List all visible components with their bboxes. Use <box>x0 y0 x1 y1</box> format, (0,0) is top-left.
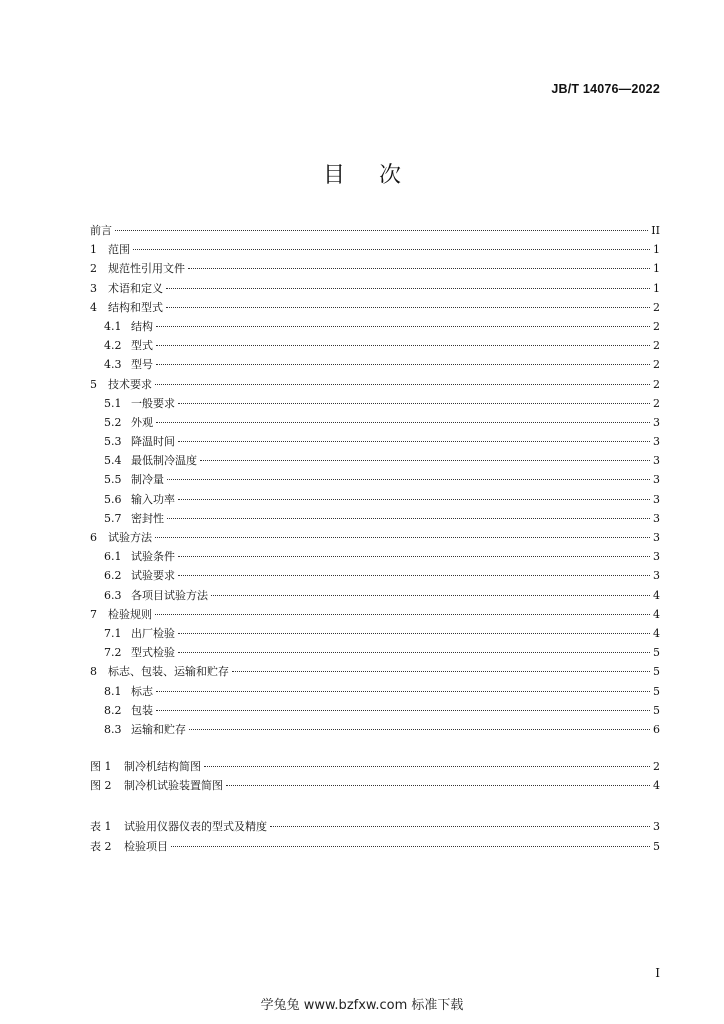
toc-entry-page: 2 <box>653 760 660 774</box>
toc-entry-label: 包装 <box>131 703 153 717</box>
toc-entry-number: 6 <box>90 531 97 544</box>
toc-leader-dots <box>155 537 650 538</box>
footer-watermark: 学兔兔 www.bzfxw.com 标准下载 <box>260 998 464 1013</box>
toc-leader-dots <box>178 556 650 557</box>
toc-entry[interactable] <box>90 260 660 279</box>
toc-leader-dots <box>232 671 650 672</box>
toc-entry[interactable] <box>90 683 660 702</box>
toc-entry-label: 标志、包装、运输和贮存 <box>108 665 229 679</box>
toc-entry-label: 出厂检验 <box>131 626 175 640</box>
toc-entry-number: 6.2 <box>104 569 122 583</box>
toc-entry[interactable] <box>90 471 660 490</box>
toc-leader-dots <box>156 345 650 346</box>
toc-entry-page: 2 <box>653 300 660 314</box>
toc-entry-number: 5 <box>90 377 97 391</box>
toc-entry[interactable] <box>90 280 660 299</box>
toc-entry[interactable] <box>90 663 660 682</box>
page-number: I <box>655 966 660 980</box>
toc-entry[interactable] <box>90 758 660 777</box>
toc-entry-label: 密封性 <box>131 511 164 525</box>
toc-entry-page: 3 <box>653 473 660 487</box>
toc-entry-label: 输入功率 <box>131 492 175 506</box>
toc-entry[interactable] <box>90 838 660 857</box>
toc-entry[interactable] <box>90 395 660 414</box>
toc-entry-number: 3 <box>90 281 97 295</box>
toc-spacer <box>90 796 660 818</box>
toc-entry-page: 1 <box>653 281 660 295</box>
toc-entry-label: 检验规则 <box>108 607 152 621</box>
toc-entry[interactable] <box>90 491 660 510</box>
toc-leader-dots <box>155 384 650 385</box>
toc-entry-number: 6.3 <box>104 588 122 602</box>
document-code: JB/T 14076—2022 <box>551 82 660 96</box>
toc-entry-number: 8.1 <box>104 684 122 698</box>
toc-entry-number: 4 <box>90 300 97 314</box>
toc-entry[interactable] <box>90 299 660 318</box>
toc-entry-label: 术语和定义 <box>108 281 163 295</box>
toc-entry[interactable] <box>90 529 660 548</box>
toc-leader-dots <box>178 575 650 576</box>
toc-entry-page: 3 <box>653 511 660 525</box>
toc-entry-label: 一般要求 <box>131 396 175 410</box>
toc-entry-label: 技术要求 <box>108 377 152 391</box>
toc-leader-dots <box>133 249 650 250</box>
toc-leader-dots <box>200 460 650 461</box>
toc-entry-page: 2 <box>653 319 660 333</box>
toc-entry-number: 6.1 <box>104 550 122 564</box>
toc-entry-number: 2 <box>90 262 97 276</box>
toc-entry-number: 图 1 <box>90 760 112 774</box>
toc-entry-page: 2 <box>653 377 660 391</box>
toc-leader-dots <box>204 766 650 767</box>
toc-leader-dots <box>155 614 650 615</box>
toc-leader-dots <box>226 785 650 786</box>
toc-leader-dots <box>166 288 650 289</box>
toc-entry-page: 4 <box>653 626 660 640</box>
toc-entry-number: 4.1 <box>104 319 122 333</box>
toc-entry-label: 试验方法 <box>108 531 152 544</box>
toc-entry-page: 3 <box>653 415 660 429</box>
toc-entry[interactable] <box>90 777 660 796</box>
toc-leader-dots <box>189 729 650 730</box>
toc-entry-page: 3 <box>653 435 660 449</box>
toc-section-list <box>90 222 660 740</box>
toc-entry-page: 2 <box>653 396 660 410</box>
toc-entry-page: 5 <box>653 665 660 679</box>
toc-entry[interactable] <box>90 356 660 375</box>
toc-entry-page: 3 <box>653 550 660 564</box>
toc-leader-dots <box>167 518 650 519</box>
toc-entry-page: 2 <box>653 339 660 353</box>
toc-entry-page: 3 <box>653 531 660 544</box>
toc-entry-page: 3 <box>653 569 660 583</box>
toc-entry[interactable] <box>90 606 660 625</box>
toc-leader-dots <box>178 652 650 653</box>
toc-entry-number: 7.1 <box>104 626 122 640</box>
toc-entry[interactable] <box>90 625 660 644</box>
toc-entry[interactable] <box>90 241 660 260</box>
toc-entry-number: 5.3 <box>104 435 122 449</box>
toc-entry-label: 范围 <box>108 243 130 257</box>
toc-entry[interactable] <box>90 548 660 567</box>
toc-entry-page: 4 <box>653 588 660 602</box>
toc-figure-list <box>90 758 660 796</box>
toc-entry-number: 7.2 <box>104 646 122 660</box>
toc-entry-page: 1 <box>653 243 660 257</box>
toc-entry-label: 型号 <box>131 358 153 372</box>
toc-entry[interactable] <box>90 337 660 356</box>
toc-entry-label: 各项目试验方法 <box>131 588 208 602</box>
toc-leader-dots <box>167 479 650 480</box>
toc-entry-number: 5.1 <box>104 396 122 410</box>
toc-entry-label: 运输和贮存 <box>131 722 186 736</box>
toc-entry-number: 4.3 <box>104 358 122 372</box>
toc-entry[interactable] <box>90 587 660 606</box>
toc-entry[interactable] <box>90 721 660 740</box>
toc-entry-label: 结构和型式 <box>108 300 163 314</box>
toc-spacer <box>90 740 660 758</box>
toc-leader-dots <box>178 499 650 500</box>
toc-entry[interactable] <box>90 702 660 721</box>
toc-leader-dots <box>156 710 650 711</box>
toc-entry-label: 最低制冷温度 <box>131 454 197 468</box>
toc-leader-dots <box>171 846 650 847</box>
toc-entry-page: 5 <box>653 646 660 660</box>
toc-entry-number: 8.2 <box>104 703 122 717</box>
toc-entry-page: 5 <box>653 703 660 717</box>
toc-entry[interactable] <box>90 452 660 471</box>
toc-entry-number: 图 2 <box>90 779 112 793</box>
toc-entry-page: 5 <box>653 684 660 698</box>
toc-leader-dots <box>188 268 650 269</box>
toc-entry-number: 5.6 <box>104 492 122 506</box>
toc-leader-dots <box>178 633 650 634</box>
toc-entry-page: 1 <box>653 262 660 276</box>
toc-leader-dots <box>156 422 650 423</box>
toc-entry-page: 3 <box>653 492 660 506</box>
toc-entry-page: 5 <box>653 839 660 853</box>
toc-entry[interactable] <box>90 644 660 663</box>
toc-leader-dots <box>115 230 648 231</box>
table-of-contents <box>90 222 660 857</box>
toc-entry-page: 6 <box>653 722 660 736</box>
toc-entry[interactable] <box>90 510 660 529</box>
toc-entry-page: 3 <box>653 454 660 468</box>
toc-entry-label: 规范性引用文件 <box>108 262 185 276</box>
toc-entry-label: 前言 <box>90 224 112 237</box>
toc-entry-number: 5.5 <box>104 473 122 487</box>
toc-entry[interactable] <box>90 818 660 837</box>
toc-leader-dots <box>178 441 650 442</box>
toc-entry-page: 2 <box>653 358 660 372</box>
toc-entry-label: 制冷机结构简图 <box>124 760 201 774</box>
toc-leader-dots <box>211 595 650 596</box>
toc-entry-label: 试验要求 <box>131 569 175 583</box>
toc-leader-dots <box>178 403 650 404</box>
toc-table-list <box>90 818 660 856</box>
toc-entry[interactable] <box>90 567 660 586</box>
toc-entry-number: 1 <box>90 243 97 257</box>
toc-entry-label: 制冷机试验装置简图 <box>124 779 223 793</box>
toc-leader-dots <box>270 826 650 827</box>
toc-entry-label: 型式检验 <box>131 646 175 660</box>
toc-leader-dots <box>156 364 650 365</box>
toc-entry-number: 5.4 <box>104 454 122 468</box>
toc-entry-number: 8 <box>90 665 97 679</box>
toc-entry-label: 试验用仪器仪表的型式及精度 <box>124 820 267 834</box>
toc-entry[interactable] <box>90 376 660 395</box>
toc-entry-number: 4.2 <box>104 339 122 353</box>
toc-entry[interactable] <box>90 414 660 433</box>
toc-entry-page: 4 <box>653 607 660 621</box>
toc-entry[interactable] <box>90 222 660 241</box>
toc-entry-number: 5.7 <box>104 511 122 525</box>
toc-entry-label: 型式 <box>131 339 153 353</box>
page-title: 目次 <box>322 163 435 188</box>
toc-entry-number: 7 <box>90 607 97 621</box>
toc-entry-label: 试验条件 <box>131 550 175 564</box>
toc-entry-page: 4 <box>653 779 660 793</box>
toc-entry-number: 5.2 <box>104 415 122 429</box>
toc-leader-dots <box>166 307 650 308</box>
toc-entry-page: 3 <box>653 820 660 834</box>
toc-entry[interactable] <box>90 433 660 452</box>
toc-leader-dots <box>156 691 650 692</box>
toc-entry-number: 表 2 <box>90 839 112 853</box>
toc-entry-number: 表 1 <box>90 820 112 834</box>
toc-entry-label: 外观 <box>131 415 153 429</box>
toc-entry-label: 结构 <box>131 319 153 333</box>
toc-entry[interactable] <box>90 318 660 337</box>
toc-entry-label: 标志 <box>131 684 153 698</box>
toc-entry-number: 8.3 <box>104 722 122 736</box>
toc-entry-label: 检验项目 <box>124 839 168 853</box>
toc-entry-label: 制冷量 <box>131 473 164 487</box>
toc-leader-dots <box>156 326 650 327</box>
toc-entry-label: 降温时间 <box>131 435 175 449</box>
toc-entry-page: II <box>651 224 660 237</box>
